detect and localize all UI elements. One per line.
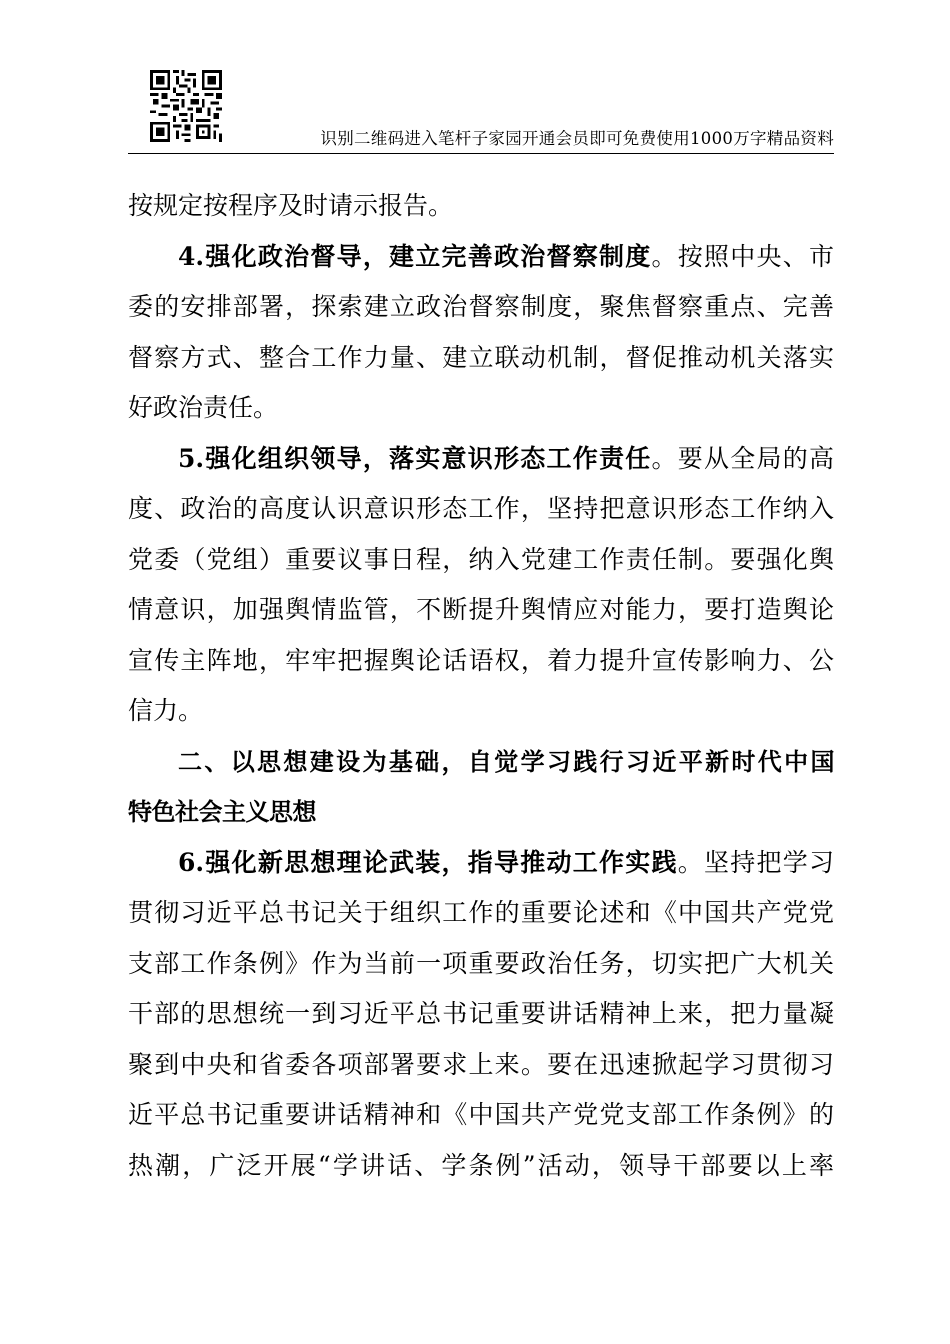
qr-code-icon: [150, 70, 222, 142]
paragraph-line: 党委（党组）重要议事日程，纳入党建工作责任制。要强化舆: [128, 544, 834, 574]
section-4-first-line: 4.强化政治督导，建立完善政治督察制度。按照中央、市: [178, 241, 834, 271]
paragraph-line: 贯彻习近平总书记关于组织工作的重要论述和《中国共产党党: [128, 898, 834, 927]
paragraph-line: 信力。: [128, 696, 204, 725]
paragraph-line: 支部工作条例》作为当前一项重要政治任务，切实把广大机关: [128, 948, 834, 978]
section-6-first-line: 6.强化新思想理论武装，指导推动工作实践。坚持把学习: [178, 847, 834, 877]
chapter-heading: 二、以思想建设为基础，自觉学习践行习近平新时代中国: [178, 747, 834, 776]
paragraph-line: 督察方式、整合工作力量、建立联动机制，督促推动机关落实: [128, 342, 834, 372]
paragraph-line: 情意识，加强舆情监管，不断提升舆情应对能力，要打造舆论: [128, 595, 834, 624]
paragraph-line: 按规定按程序及时请示报告。: [128, 191, 454, 220]
paragraph-line: 好政治责任。: [128, 393, 279, 422]
paragraph-line: 度、政治的高度认识意识形态工作，坚持把意识形态工作纳入: [128, 494, 834, 523]
section-5-title: 5.强化组织领导，落实意识形态工作责任: [178, 443, 652, 473]
page-header: [128, 66, 834, 154]
header-promo-text: 识别二维码进入笔杆子家园开通会员即可免费使用1000万字精品资料: [320, 129, 834, 148]
chapter-heading-continued: 特色社会主义思想: [128, 798, 316, 826]
section-4-title: 4.强化政治督导，建立完善政治督察制度: [178, 241, 652, 271]
section-6-title: 6.强化新思想理论武装，指导推动工作实践: [178, 847, 678, 877]
paragraph-line: 热潮，广泛开展“学讲话、学条例”活动，领导干部要以上率: [128, 1150, 834, 1180]
paragraph-line: 近平总书记重要讲话精神和《中国共产党党支部工作条例》的: [128, 1100, 834, 1129]
document-body: [128, 181, 834, 1191]
paragraph-line: 干部的思想统一到习近平总书记重要讲话精神上来，把力量凝: [128, 999, 834, 1028]
header-divider: [128, 153, 834, 154]
paragraph-line: 聚到中央和省委各项部署要求上来。要在迅速掀起学习贯彻习: [128, 1049, 834, 1079]
section-5-first-line: 5.强化组织领导，落实意识形态工作责任。要从全局的高: [178, 443, 834, 473]
paragraph-line: 委的安排部署，探索建立政治督察制度，聚焦督察重点、完善: [128, 292, 834, 321]
paragraph-line: 宣传主阵地，牢牢把握舆论话语权，着力提升宣传影响力、公: [128, 645, 834, 675]
